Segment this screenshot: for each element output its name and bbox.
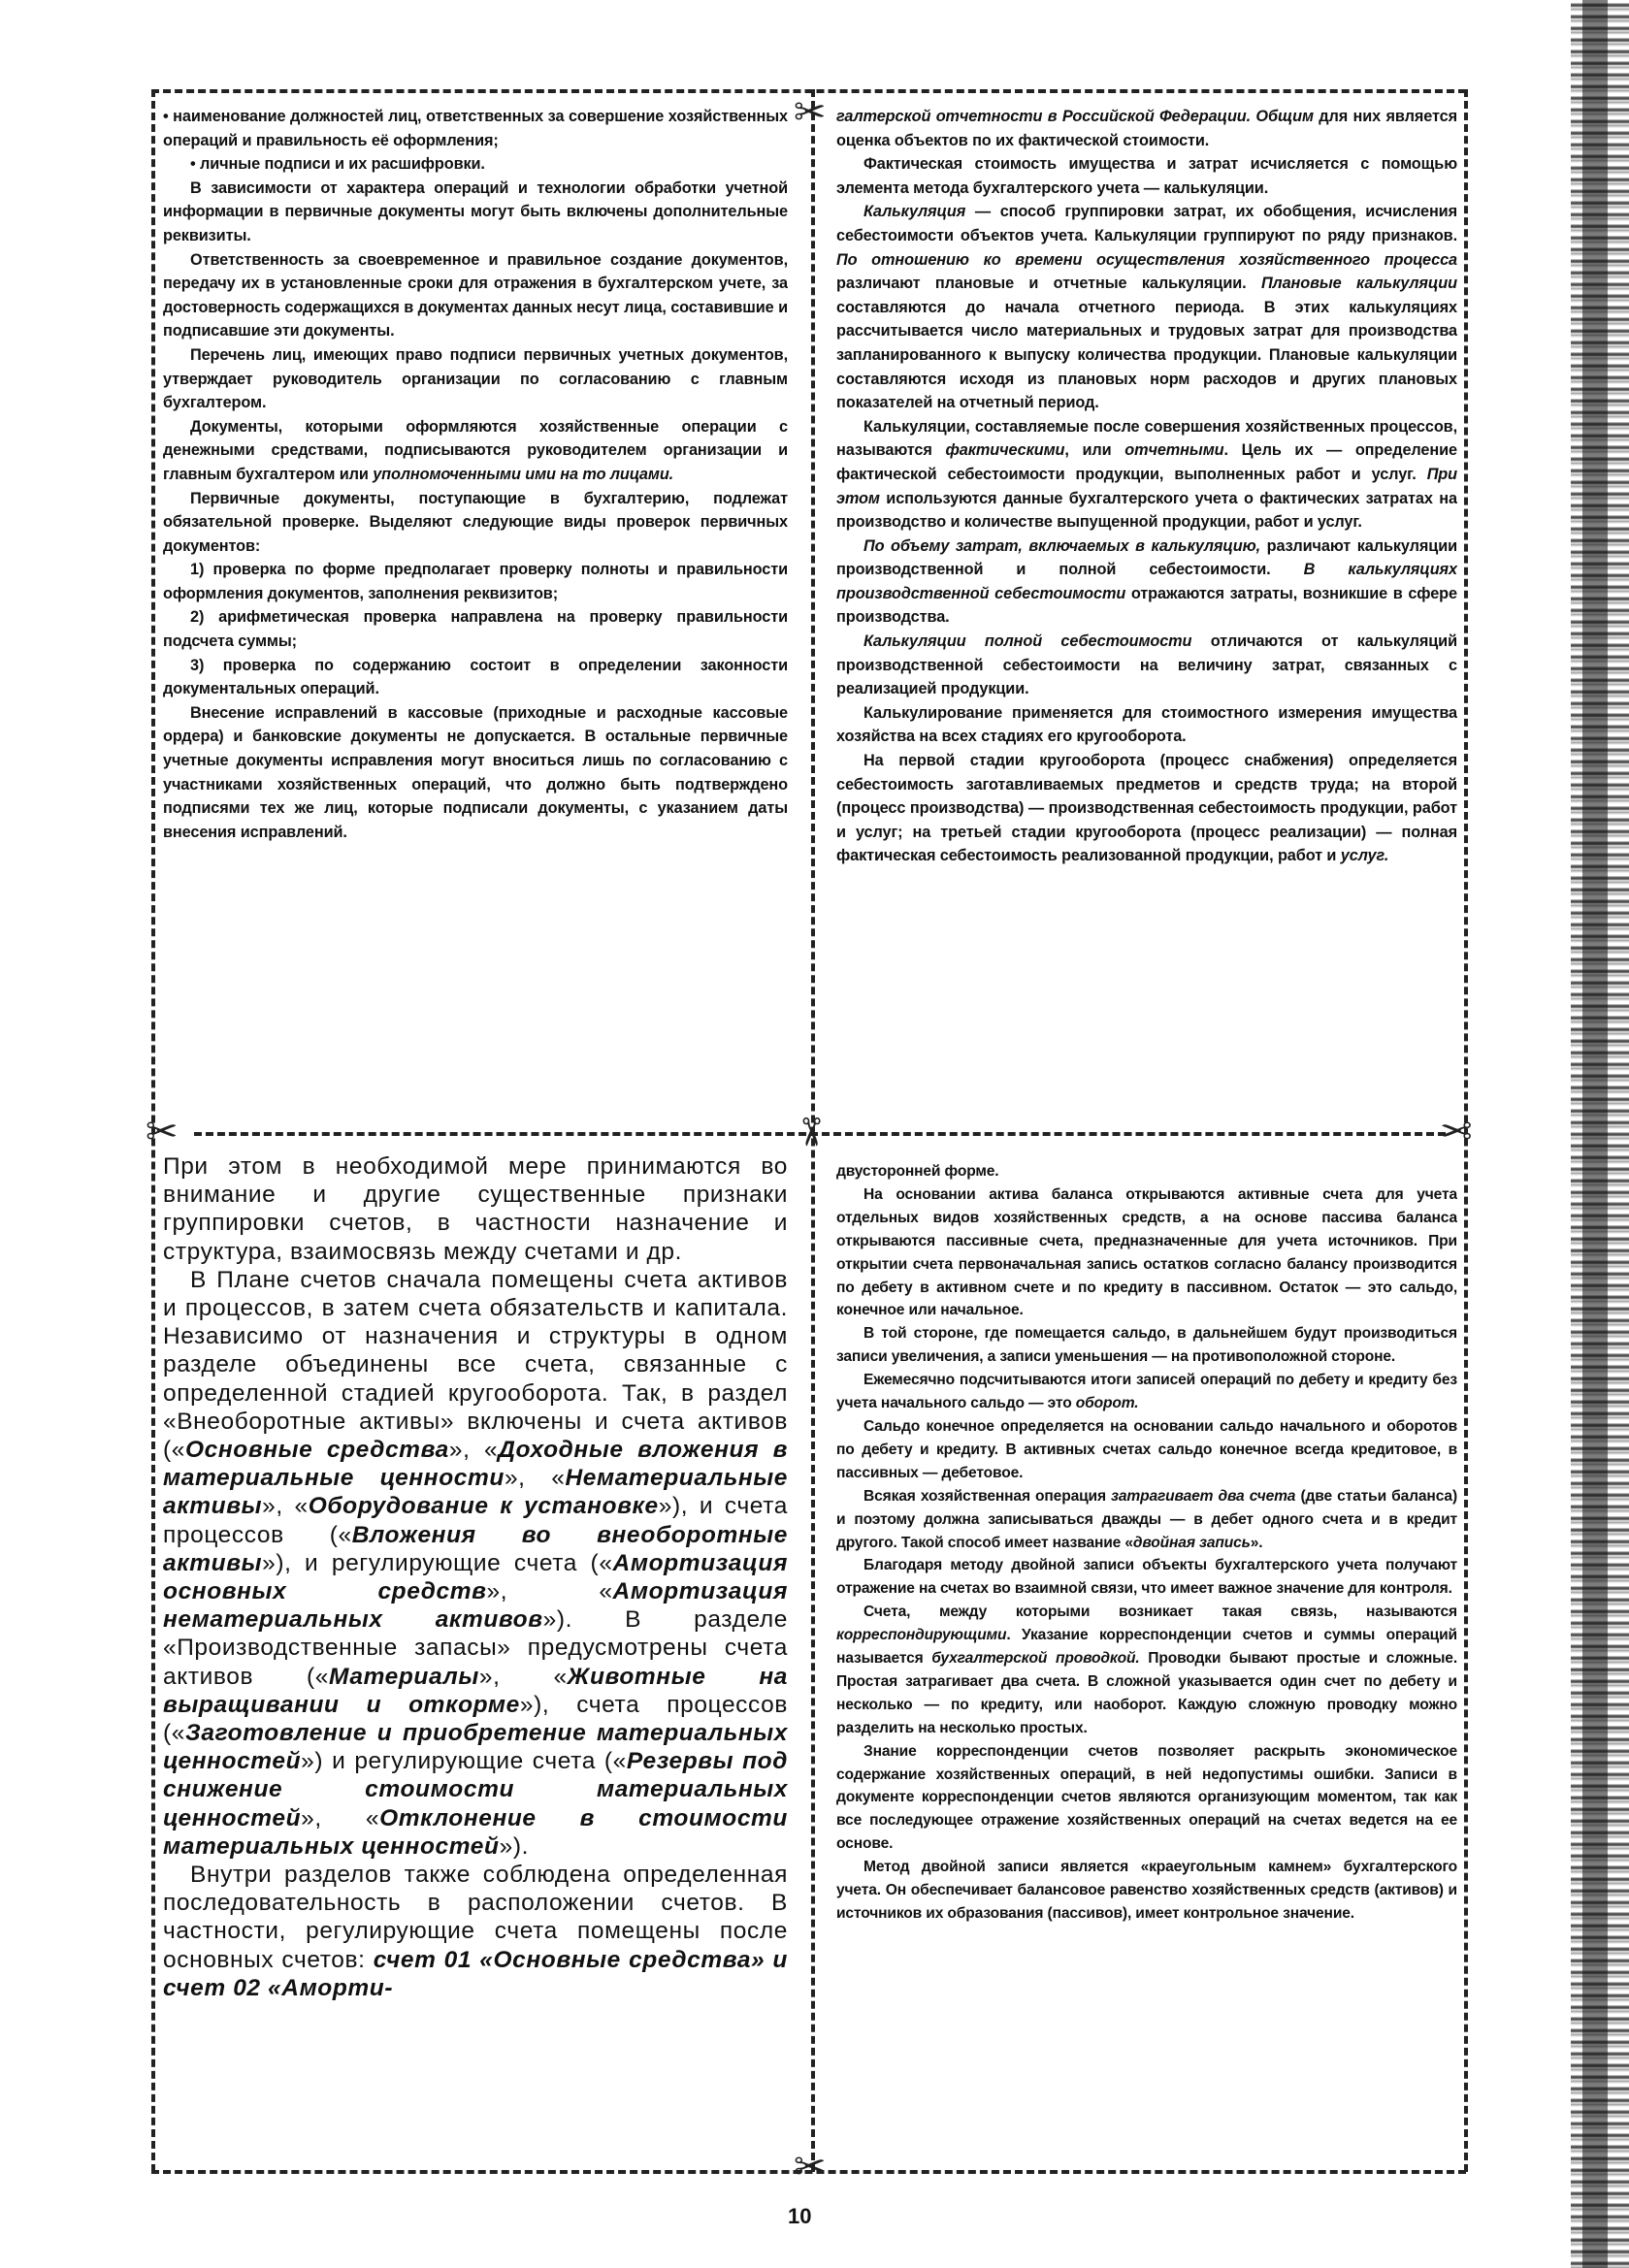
- text-run: Доходные вложения в материальные ценности: [163, 1437, 788, 1492]
- text-run: На первой стадии кругооборота (процесс снабжения) определяется себестоимость заготавливаемых предметов и средств труда; на второй (процесс производства) — производственная себестоимость продукции, работ и услуг; на третьей стадии кругооборота (процесс реализации) — полная фактическая себестоимость реализованной продукции, работ и: [836, 752, 1457, 865]
- text-run: отражаются затраты, возникшие в сфере производства.: [836, 584, 1457, 627]
- paragraph: [163, 1861, 788, 2002]
- text-run: В зависимости от характера операций и технологии обработки учетной информации в первичные документы могут быть включены дополнительные реквизиты.: [163, 178, 788, 244]
- text-run: Документы, которыми оформляются хозяйственные операции с денежными средствами, подписываются руководителем организации и главным бухгалтером или: [163, 417, 788, 483]
- paragraph: [836, 1601, 1457, 1739]
- paragraph: [163, 415, 788, 487]
- paragraph: [163, 701, 788, 845]
- text-run: услуг.: [1340, 847, 1389, 865]
- text-run: Калькуляции полной себестоимости: [863, 632, 1192, 651]
- paragraph: [836, 1322, 1457, 1369]
- text-run: В Плане счетов сначала помещены счета активов и процессов, в затем счета обязательств и капитала. Независимо от назначения и структуры в одном разделе объединены все счета, связанные с определенной стадией кругооборота. Так, в раздел «Внеоборотные активы» включены и счета активов («: [163, 1266, 788, 1464]
- text-run: 3) проверка по содержанию состоит в определении законности документальных операций.: [163, 656, 788, 698]
- text-run: Всякая хозяйственная операция: [863, 1487, 1112, 1505]
- paragraph: [836, 105, 1457, 152]
- text-run: », «: [301, 1804, 380, 1831]
- text-run: Плановые калькуляции: [1260, 275, 1457, 293]
- text-run: различают калькуляции производственной и полной себестоимости.: [836, 536, 1457, 579]
- text-run: галтерской отчетности в Российской Федерации. Общим: [836, 108, 1314, 125]
- text-run: Калькулирование применяется для стоимостного измерения имущества хозяйства на всех стадиях его кругооборота.: [836, 703, 1457, 746]
- text-run: • наименование должностей лиц, ответственных за совершение хозяйственных операций и правильность её оформления;: [163, 108, 788, 149]
- text-run: . Указание корреспонденции счетов и суммы операций называется: [836, 1627, 1457, 1668]
- paragraph: [836, 415, 1457, 535]
- text-run: », «: [448, 1437, 499, 1464]
- text-run: », «: [486, 1578, 613, 1605]
- text-run: Первичные документы, поступающие в бухгалтерию, подлежат обязательной проверке. Выделяют следующие виды проверок первичных документов:: [163, 489, 788, 555]
- scissors-icon: ✂: [794, 2145, 827, 2189]
- paragraph: [836, 701, 1457, 749]
- text-run: Отклонение в стоимости материальных ценностей: [163, 1804, 788, 1860]
- text-run: различают плановые и отчетные калькуляции.: [836, 275, 1261, 293]
- text-run: »), и счета процессов («: [163, 1493, 788, 1548]
- paragraph: [163, 343, 788, 415]
- text-run: Калькуляция: [863, 203, 966, 221]
- paragraph: [836, 1856, 1457, 1926]
- text-run: В калькуляциях производственной себестоимости: [836, 561, 1457, 602]
- text-run: отличаются от калькуляций производственной себестоимости на величину затрат, связанных с реализацией продукции.: [836, 632, 1457, 698]
- text-run: Калькуляции, составляемые после совершения хозяйственных процессов, называются: [836, 417, 1457, 460]
- text-run: Внесение исправлений в кассовые (приходные и расходные кассовые ордера) и банковские документы не допускается. В остальные первичные учетные документы исправления могут вноситься лишь по согласованию с участниками хозяйственных операций, что должно быть подтверждено подписями тех же лиц, которые подписали документы, с указанием даты внесения исправлений.: [163, 703, 788, 841]
- paragraph: [836, 1183, 1457, 1322]
- text-run: Сальдо конечное определяется на основании сальдо начального и оборотов по дебету и кредиту. В активных счетах сальдо конечное всегда кредитовое, в пассивных — дебетовое.: [836, 1417, 1457, 1481]
- scissors-icon: ✂: [794, 90, 827, 135]
- text-run: 2) арифметическая проверка направлена на проверку правильности подсчета суммы;: [163, 608, 788, 651]
- text-run: Амортизация основных средств: [163, 1549, 788, 1605]
- paragraph: [163, 654, 788, 701]
- text-run: Вложения во внеоборотные активы: [163, 1521, 788, 1576]
- text-run: Материалы: [329, 1663, 479, 1690]
- paragraph: [163, 152, 788, 177]
- paragraph: [163, 487, 788, 559]
- text-run: »).: [499, 1832, 529, 1860]
- text-run: двойная запись: [1132, 1534, 1251, 1551]
- text-run: фактическими: [945, 441, 1065, 460]
- text-run: Резервы под снижение стоимости материальных ценностей: [163, 1748, 788, 1831]
- scissors-icon: ✂: [146, 1110, 179, 1154]
- text-run: На основании актива баланса открываются активные счета для учета отдельных видов хозяйственных средств, а на основе пассива баланса открываются пассивные счета, предназначенные для учета источников. При открытии счета первоначальная запись остатков согласно балансу производится по дебету в активном счете и по кредиту в пассивном. Остаток — это сальдо, конечное или начальное.: [836, 1185, 1457, 1319]
- text-run: Животные на выращивании и откорме: [163, 1663, 788, 1718]
- paragraph: [836, 749, 1457, 868]
- binding-shadow: [1582, 0, 1608, 2268]
- text-run: Метод двойной записи является «краеугольным камнем» бухгалтерского учета. Он обеспечивает балансовое равенство хозяйственных средств (активов) и источников их образования (пассивов), имеет контрольное значение.: [836, 1859, 1457, 1922]
- scissors-icon: ✂: [787, 1116, 832, 1149]
- text-run: отчетными: [1124, 441, 1224, 460]
- text-run: Проводки бывают простые и сложные. Простая затрагивает два счета. В сложной указывается один счет по дебету и несколько — по кредиту, или наоборот. Каждую сложную проводку можно разделить на несколько простых.: [836, 1650, 1457, 1736]
- text-run: При этом в необходимой мере принимаются во внимание и другие существенные признаки группировки счетов, в частности назначение и структура, взаимосвязь между счетами и др.: [163, 1153, 788, 1265]
- panel-bottom-right: [836, 1160, 1457, 2159]
- text-run: Знание корреспонденции счетов позволяет раскрыть экономическое содержание хозяйственных операций, в ней недопустимы ошибки. Записи в документе корреспонденции счетов являются организующим моментом, так как все последующее отражение хозяйственных операций на счетах ведется на ее основе.: [836, 1742, 1457, 1853]
- paragraph: [163, 1266, 788, 1861]
- text-run: , или: [1064, 441, 1125, 460]
- text-run: В той стороне, где помещается сальдо, в дальнейшем будут производиться записи увеличения, а записи уменьшения — на противоположной стороне.: [836, 1325, 1457, 1366]
- text-run: корреспондирующими: [836, 1627, 1007, 1644]
- text-run: ») и регулирующие счета («: [301, 1748, 627, 1775]
- text-run: Амортизация нематериальных активов: [163, 1578, 788, 1634]
- text-run: оборот.: [1075, 1395, 1139, 1412]
- text-run: двусторонней форме.: [836, 1163, 999, 1180]
- page-number: 10: [788, 2204, 812, 2228]
- paragraph: [836, 152, 1457, 200]
- text-run: Нематериальные активы: [163, 1465, 788, 1520]
- text-run: затрагивает два счета: [1111, 1487, 1296, 1505]
- text-run: », «: [478, 1663, 568, 1690]
- panel-top-right: [836, 105, 1457, 1110]
- paragraph: [836, 1485, 1457, 1555]
- text-run: Ответственность за своевременное и правильное создание документов, передачу их в установленные сроки для отражения в бухгалтерском учете, за достоверность содержащихся в документах данных несут лица, составившие и подписавшие эти документы.: [163, 250, 788, 340]
- text-run: Заготовление и приобретение материальных ценностей: [163, 1720, 788, 1775]
- paragraph: [163, 177, 788, 248]
- paragraph: [836, 200, 1457, 414]
- text-run: Фактическая стоимость имущества и затрат исчисляется с помощью элемента метода бухгалтерского учета — калькуляции.: [836, 155, 1457, 197]
- text-run: »), счета процессов («: [163, 1691, 788, 1747]
- text-run: », «: [504, 1465, 566, 1492]
- text-run: »), и регулирующие счета («: [262, 1549, 613, 1576]
- paragraph: [836, 1160, 1457, 1183]
- paragraph: [163, 558, 788, 605]
- paragraph: [163, 248, 788, 343]
- text-run: Перечень лиц, имеющих право подписи первичных учетных документов, утверждает руководитель организации по согласованию с главным бухгалтером.: [163, 345, 788, 412]
- text-run: »). В разделе «Производственные запасы» предусмотрены счета активов («: [163, 1606, 788, 1690]
- paragraph: [836, 535, 1457, 630]
- panel-top-left: [163, 105, 788, 1110]
- text-run: Счета, между которыми возникает такая связь, называются: [863, 1604, 1457, 1621]
- panel-bottom-left: [163, 1152, 788, 2161]
- text-run: Оборудование к установке: [308, 1493, 659, 1520]
- text-run: Основные средства: [185, 1437, 449, 1464]
- text-run: Благодаря методу двойной записи объекты бухгалтерского учета получают отражение на счетах во взаимной связи, что имеет важное значение для контроля.: [836, 1557, 1457, 1598]
- paragraph: [836, 630, 1457, 701]
- paragraph: [836, 1369, 1457, 1415]
- paragraph: [163, 605, 788, 653]
- text-run: — способ группировки затрат, их обобщения, исчисления себестоимости объектов учета. Калькуляции группируют по ряду признаков.: [836, 203, 1457, 244]
- paragraph: [836, 1740, 1457, 1857]
- text-run: По объему затрат, включаемых в калькуляцию,: [863, 536, 1261, 555]
- scissors-icon: ✂: [1440, 1110, 1473, 1154]
- text-run: 1) проверка по форме предполагает проверку полноты и правильности оформления документов, заполнения реквизитов;: [163, 561, 788, 602]
- text-run: », «: [262, 1493, 309, 1520]
- text-run: (две статьи баланса) и поэтому должна записываться дважды — в дебет одного счета и в кредит другого. Такой способ имеет название «: [836, 1487, 1457, 1551]
- text-run: бухгалтерской проводкой.: [931, 1650, 1140, 1668]
- paragraph: [836, 1554, 1457, 1601]
- text-run: ».: [1250, 1534, 1263, 1551]
- text-run: • личные подписи и их расшифровки.: [190, 155, 485, 174]
- text-run: Внутри разделов также соблюдена определенная последовательность в расположении счетов. В частности, регулирующие счета помещены после основных счетов:: [163, 1862, 788, 1973]
- text-run: составляются до начала отчетного периода. В этих калькуляциях рассчитывается число материальных и трудовых затрат для производства запланированного к выпуску количества продукции. Плановые калькуляции составляются исходя из плановых норм расходов и других плановых показателей на отчетный период.: [836, 298, 1457, 412]
- text-run: для них является оценка объектов по их фактической стоимости.: [836, 108, 1457, 149]
- text-run: уполномоченными ими на то лицами.: [373, 465, 674, 483]
- text-run: Ежемесячно подсчитываются итоги записей операций по дебету и кредиту без учета начального сальдо — это: [836, 1372, 1457, 1412]
- paragraph: [836, 1415, 1457, 1485]
- text-run: используются данные бухгалтерского учета о фактических затратах на производство и количестве выпущенной продукции, работ и услуг.: [836, 489, 1457, 532]
- paragraph: [163, 1152, 788, 1266]
- paragraph: [163, 105, 788, 152]
- text-run: При этом: [836, 465, 1457, 507]
- text-run: счет 01 «Основные средства» и счет 02 «Аморти-: [163, 1946, 788, 2001]
- text-run: По отношению ко времени осуществления хозяйственного процесса: [836, 250, 1457, 269]
- text-run: . Цель их — определение фактической себестоимости продукции, выполненных работ и услуг.: [836, 441, 1457, 483]
